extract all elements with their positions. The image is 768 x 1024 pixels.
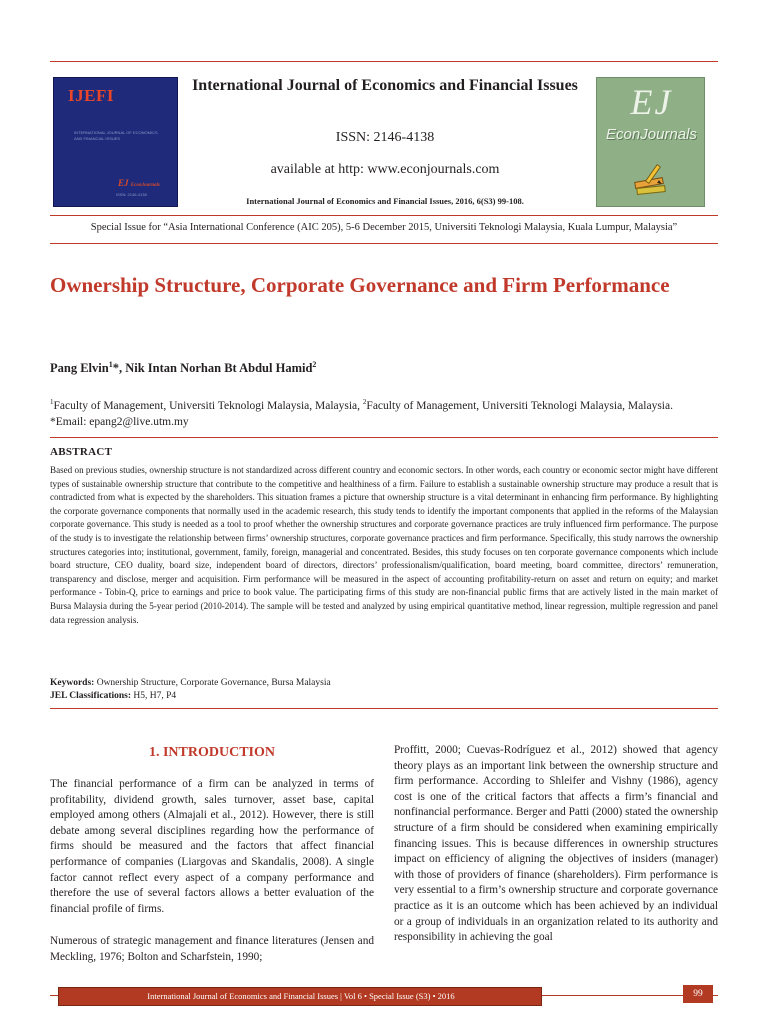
affiliation-2-text: Faculty of Management, Universiti Teknologi Malaysia, Malaysia. *Email: epang2@live.utm.my (50, 399, 673, 428)
journal-citation: International Journal of Economics and Financial Issues, 2016, 6(S3) 99-108. (246, 196, 524, 206)
jel-label: JEL Classifications: (50, 691, 132, 701)
page-number: 99 (683, 985, 713, 1003)
jel-value: H5, H7, P4 (131, 691, 177, 701)
top-rule (50, 61, 718, 62)
special-issue-note: Special Issue for “Asia International Conference (AIC 205), 5-6 December 2015, Universiti Teknologi Malaysia, Kuala Lumpur, Malaysia” (90, 222, 678, 233)
author-2-superscript: 2 (312, 360, 317, 369)
cover-brand: IJEFI (68, 86, 114, 105)
cover-ej-sub: EconJournals (130, 183, 160, 188)
authors-line (50, 360, 710, 376)
author-separator: , (118, 361, 126, 376)
article-title: Ownership Structure, Corporate Governance and Firm Performance (50, 273, 670, 297)
intro-paragraph-2: Numerous of strategic management and finance literatures (Jensen and Meckling, 1976; Bolton and Scharfstein, 1990; (50, 935, 374, 963)
affiliation-1-superscript: 1 (50, 398, 54, 406)
jel-line (50, 690, 718, 703)
books-pencil-icon (631, 162, 671, 198)
econjournals-wordmark: EconJournals (606, 126, 697, 143)
journal-cover-image (53, 77, 178, 207)
abstract-heading: ABSTRACT (50, 446, 113, 458)
affiliation-2-superscript: 2 (362, 398, 367, 406)
author-2: Nik Intan Norhan Bt Abdul Hamid (125, 361, 313, 376)
cover-fine-print: INTERNATIONAL JOURNAL OF ECONOMICS AND FINANCIAL ISSUES (74, 130, 158, 141)
section-heading-introduction: 1. INTRODUCTION (148, 745, 275, 760)
cover-ej-mark (118, 178, 160, 188)
footer-journal-text: International Journal of Economics and Financial Issues | Vol 6 • Special Issue (S3) • 2016 (147, 991, 455, 1001)
cover-issn: ISSN: 2146-4138 (116, 192, 147, 197)
abstract-bottom-rule (50, 708, 718, 709)
keywords-line (50, 677, 718, 690)
affiliation-1-text: Faculty of Management, Universiti Teknologi Malaysia, Malaysia, (53, 399, 363, 412)
intro-paragraph-right-column: Proffitt, 2000; Cuevas-Rodríguez et al., 2012) showed that agency theory plays as an important link between the ownership structure and firm performance. According to Shleifer and Vishny (1986), agency cost is one of the critical factors that affects a firm’s financial and nonfinancial performance. Berger and Patti (2000) stated the ownership structure of a firm should be considered when examining empirically financing issues. This is because differences in ownership structures impact on efficiency of aligning the objectives of insiders (manager) with those of providers of finance (shareholders). Firm performance is very essential to a firm’s ownership structure and corporate governance practice as it is an outcome which has been achieved by an individual or a group of individuals in an organization related to its authority and responsibility in achieving the goal (394, 744, 718, 944)
author-1-superscript: 1 (108, 360, 113, 369)
journal-issn: ISSN: 2146-4138 (335, 130, 435, 145)
header-rule (50, 215, 718, 216)
keywords-value: Ownership Structure, Corporate Governance, Bursa Malaysia (94, 678, 331, 688)
cover-ej-letters: EJ (118, 178, 129, 188)
abstract-body: Based on previous studies, ownership structure is not standardized across different country and economic sectors. In other words, each country or economic sector might have different types of sustainable ownership structure that contribute to the competitive and healthiness of a firm. Failure to establish a sustainable ownership structure may produce a result that is contradicted from what is expected by the shareholders. This situation frames a picture that ownership structure is a vital determinant in enhancing firm performance. By highlighting the corporate governance components that normally used in the academic research, this study tends to identify the important components that applied in the reforms of the Malaysian corporate governance. This study is needed as a tool to proof whether the ownership structures and corporate governance practices are truly influenced firm performance. The purpose of the study is to investigate the relationship between firms’ ownership structures, corporate governance practices and firm performance. Specifically, this study narrows the ownership structures categories into; institutional, government, family, foreign, managerial and concentrated. Besides, this study focuses on ten corporate governance components which include board structure, CEO duality, board size, independent board of directors, directors’ professionalism/qualification, board meeting, board committee, directors’ remuneration, transparency and disclose, merger and acquisition. Firm performance will be measured in the aspect of accounting profitability-return on asset and return on equity; and market performance - Tobin-Q, price to earnings and price to book value. The participating firms of this study are non-financial public firms that are actively listed in the main market of Bursa Malaysia during the 5-year period (2010-2014). The sample will be tested and analyzed by using empirical quantitative method, linear regression, multiple regression and panel data regression analysis. (50, 465, 718, 625)
econjournals-logo (596, 77, 705, 207)
intro-paragraph-1: The financial performance of a firm can be analyzed in terms of profitability, dividend growth, sales turnover, asset base, capital employed among others (Almajali et al., 2012). However, there is still debate among several disciplines regarding how the performance of firms should be measured and the factors that affect financial performance of companies (Liargovas and Skandalis, 2008). A single factor cannot reflect every aspect of a company performance and therefore the use of several factors allows a better evaluation of the financial profile of firms. (50, 778, 374, 915)
affiliations (50, 394, 690, 430)
special-issue-rule (50, 243, 718, 244)
journal-website[interactable]: available at http: www.econjournals.com (270, 162, 500, 177)
abstract-top-rule (50, 437, 718, 438)
journal-title: International Journal of Economics and Financial Issues (192, 77, 578, 94)
keywords-label: Keywords: (50, 678, 95, 688)
footer-bar (58, 987, 542, 1006)
corresponding-mark: * (112, 361, 119, 376)
author-1: Pang Elvin (50, 361, 109, 376)
ej-logo-letters: EJ (630, 82, 673, 122)
